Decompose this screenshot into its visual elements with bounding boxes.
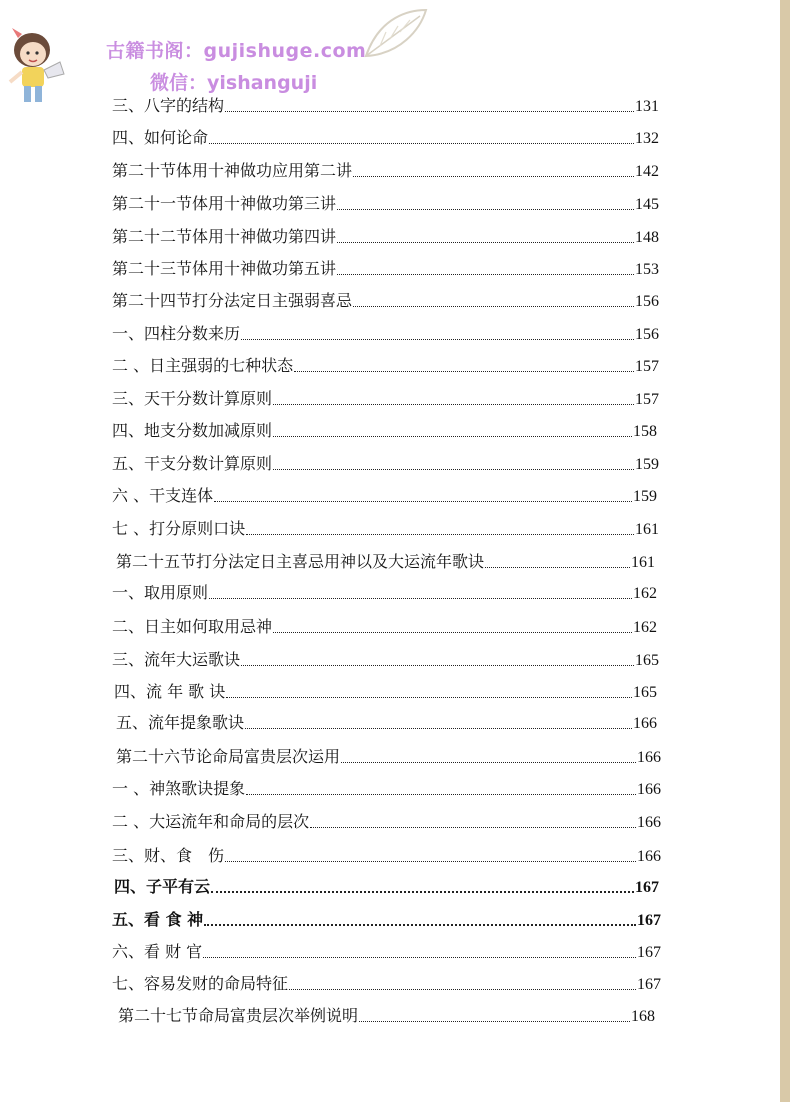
toc-entry xyxy=(112,812,661,833)
toc-entry xyxy=(112,486,657,507)
toc-entry xyxy=(112,227,659,248)
toc-entry xyxy=(112,910,661,931)
dot-leader xyxy=(294,370,634,372)
dot-leader xyxy=(359,1020,630,1022)
toc-entry-page: 167 xyxy=(637,912,661,929)
toc-entry-page: 161 xyxy=(631,554,655,571)
toc-entry xyxy=(112,194,659,215)
toc-entry xyxy=(112,356,659,377)
toc-entry-title: 二、日主如何取用忌神 xyxy=(112,617,273,636)
toc-entry-page: 161 xyxy=(635,521,659,538)
toc-entry-title: 五、干支分数计算原则 xyxy=(112,454,273,473)
toc-entry-title: 三、天干分数计算原则 xyxy=(112,389,273,408)
toc-entry xyxy=(112,389,659,410)
watermark-site-text: 古籍书阁：gujishuge.com xyxy=(106,40,367,62)
toc-entry xyxy=(112,942,661,963)
toc-entry-page: 165 xyxy=(635,652,659,669)
dot-leader xyxy=(211,890,634,893)
toc-entry xyxy=(112,617,657,638)
toc-entry xyxy=(112,128,659,149)
toc-entry-title: 三、财、食 伤 xyxy=(112,846,225,865)
toc-entry xyxy=(112,324,659,345)
toc-entry xyxy=(112,846,661,867)
dot-leader xyxy=(310,826,636,828)
toc-entry-page: 166 xyxy=(637,781,661,798)
toc-entry-title: 第二十三节体用十神做功第五讲 xyxy=(112,259,337,278)
toc-entry-title: 第二十二节体用十神做功第四讲 xyxy=(112,227,337,246)
toc-entry-title: 四、流 年 歌 诀 xyxy=(114,682,226,701)
toc-entry xyxy=(118,1006,655,1027)
toc-entry-title: 一、四柱分数来历 xyxy=(112,324,241,343)
toc-entry xyxy=(116,747,661,768)
toc-entry xyxy=(112,421,657,442)
toc-entry-page: 131 xyxy=(635,98,659,115)
toc-entry-page: 159 xyxy=(633,488,657,505)
toc-entry xyxy=(112,161,659,182)
dot-leader xyxy=(209,597,632,599)
toc-entry-title: 第二十节体用十神做功应用第二讲 xyxy=(112,161,353,180)
toc-entry-page: 142 xyxy=(635,163,659,180)
toc-entry xyxy=(112,583,657,604)
toc-entry xyxy=(116,713,657,734)
toc-entry-title: 五、看 食 神 xyxy=(112,910,204,929)
toc-entry-page: 166 xyxy=(637,749,661,766)
toc-entry xyxy=(112,974,661,995)
toc-entry-page: 165 xyxy=(633,684,657,701)
toc-entry-page: 162 xyxy=(633,619,657,636)
dot-leader xyxy=(337,208,634,210)
toc-entry-page: 167 xyxy=(635,879,659,896)
dot-leader xyxy=(353,305,634,307)
dot-leader xyxy=(226,696,632,698)
toc-entry-page: 145 xyxy=(635,196,659,213)
dot-leader xyxy=(225,860,636,862)
toc-entry-page: 156 xyxy=(635,326,659,343)
toc-entry-title: 二 、大运流年和命局的层次 xyxy=(112,812,310,831)
toc-entry-title: 四、子平有云 xyxy=(114,877,211,896)
dot-leader xyxy=(245,727,632,729)
dot-leader xyxy=(225,110,634,112)
toc-entry-title: 第二十六节论命局富贵层次运用 xyxy=(116,747,341,766)
dot-leader xyxy=(273,403,634,405)
toc-entry-title: 五、流年提象歌诀 xyxy=(116,713,245,732)
toc-entry-page: 158 xyxy=(633,423,657,440)
dot-leader xyxy=(485,566,630,568)
toc-entry xyxy=(112,291,659,312)
dot-leader xyxy=(353,175,634,177)
toc-entry xyxy=(112,96,659,117)
dot-leader xyxy=(246,533,634,535)
toc-entry-page: 132 xyxy=(635,130,659,147)
toc-entry-title: 第二十五节打分法定日主喜忌用神以及大运流年歌诀 xyxy=(116,552,485,571)
dot-leader xyxy=(241,338,634,340)
dot-leader xyxy=(337,241,634,243)
toc-entry xyxy=(112,519,659,540)
dot-leader xyxy=(273,435,632,437)
toc-entry-title: 第二十七节命局富贵层次举例说明 xyxy=(118,1006,359,1025)
toc-entry-title: 七、容易发财的命局特征 xyxy=(112,974,289,993)
toc-entry xyxy=(112,779,661,800)
toc-entry-title: 第二十一节体用十神做功第三讲 xyxy=(112,194,337,213)
watermark-wechat-text: 微信：yishanguji xyxy=(150,72,318,94)
toc-entry-page: 162 xyxy=(633,585,657,602)
toc-entry-page: 157 xyxy=(635,391,659,408)
toc-entry-title: 第二十四节打分法定日主强弱喜忌 xyxy=(112,291,353,310)
toc-entry-title: 三、八字的结构 xyxy=(112,96,225,115)
dot-leader xyxy=(209,142,634,144)
toc-entry-page: 166 xyxy=(637,848,661,865)
toc-entry xyxy=(112,650,659,671)
toc-entry xyxy=(114,682,657,703)
dot-leader xyxy=(341,761,636,763)
dot-leader xyxy=(246,793,636,795)
toc-entry-title: 六、看 财 官 xyxy=(112,942,203,961)
toc-entry-page: 157 xyxy=(635,358,659,375)
toc-entry-page: 167 xyxy=(637,976,661,993)
toc-entry-title: 四、如何论命 xyxy=(112,128,209,147)
toc-entry-title: 四、地支分数加减原则 xyxy=(112,421,273,440)
toc-entry-page: 148 xyxy=(635,229,659,246)
toc-entry xyxy=(112,454,659,475)
dot-leader xyxy=(204,923,636,926)
toc-entry-page: 156 xyxy=(635,293,659,310)
dot-leader xyxy=(241,664,634,666)
toc-entry-page: 166 xyxy=(637,814,661,831)
toc-entry-title: 二 、日主强弱的七种状态 xyxy=(112,356,294,375)
dot-leader xyxy=(273,631,632,633)
toc-entry xyxy=(116,552,655,573)
toc-entry xyxy=(112,259,659,280)
dot-leader xyxy=(203,956,636,958)
toc-entry-title: 三、流年大运歌诀 xyxy=(112,650,241,669)
toc-entry-page: 168 xyxy=(631,1008,655,1025)
toc-entry-page: 167 xyxy=(637,944,661,961)
toc-entry-page: 159 xyxy=(635,456,659,473)
toc-entry-title: 六 、干支连体 xyxy=(112,486,214,505)
dot-leader xyxy=(273,468,634,470)
toc-entry-title: 一、取用原则 xyxy=(112,583,209,602)
toc-entry-title: 一 、神煞歌诀提象 xyxy=(112,779,246,798)
dot-leader xyxy=(289,988,636,990)
toc-entry-title: 七 、打分原则口诀 xyxy=(112,519,246,538)
dot-leader xyxy=(337,273,634,275)
toc-entry xyxy=(114,877,659,898)
toc-entry-page: 153 xyxy=(635,261,659,278)
dot-leader xyxy=(214,500,632,502)
toc-entry-page: 166 xyxy=(633,715,657,732)
